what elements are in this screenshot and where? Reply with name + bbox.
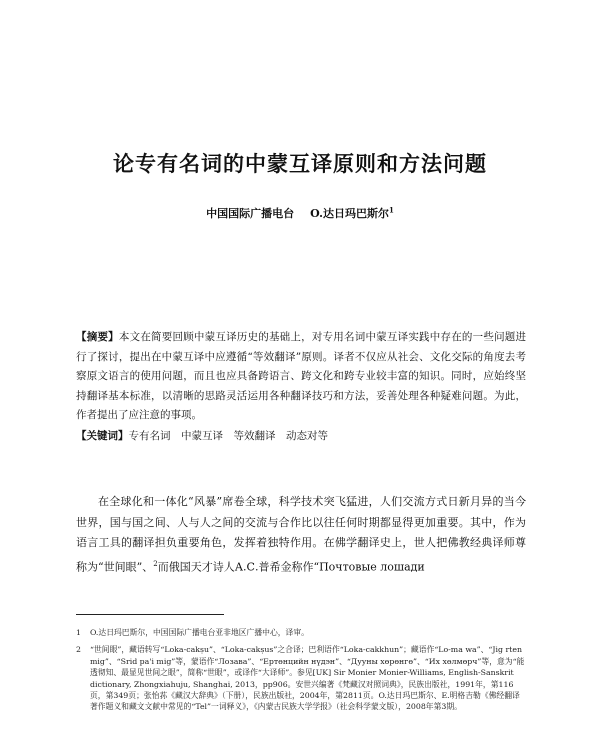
footnote-item — [76, 644, 526, 712]
author-name: O.达日玛巴斯尔 — [310, 207, 389, 220]
keywords-label: 【关键词】 — [76, 430, 129, 442]
author-line — [0, 205, 600, 221]
body-footnote-mark: 2 — [153, 559, 158, 568]
keywords-text: 专有名词 中蒙互译 等效翻译 动态对等 — [128, 430, 328, 442]
body-paragraph-part1: 在全球化和一体化“风暴”席卷全球，科学技术突飞猛进，人们交流方式日新月异的当今世界，国与国之间、人与人之间的交流与合作比以往任何时期都显得更加重要。其中，作为语言工具的翻译担负重要角色，发挥着独特作用。在佛学翻译史上，世人把佛教经典译师尊称为“世间眼”、 — [76, 495, 526, 574]
footnote-number: 2 — [76, 645, 81, 655]
body-paragraph — [76, 492, 526, 578]
footnote-divider — [76, 614, 224, 615]
author-affiliation: 中国国际广播电台 — [206, 207, 295, 220]
abstract-label: 【摘要】 — [76, 331, 119, 343]
paper-title: 论专有名词的中蒙互译原则和方法问题 — [113, 152, 487, 176]
footnote-text: “世间眼”，藏语转写“Loka-cakṣu”、“Loka-cakṣus”之合译；巴利语作“Loka-cakkhun”；藏语作“Lo-ma wa”、“Jig rten mig”、“Srid pa'i mig”等，蒙语作“Лозава”、“Ертөнцийн нүдэн”、“Дууны хөрөнгө”、“Их хөлмөрч”等，意为“能透彻知、最显见世间之眼”，简称“世眼”，或译作“大译师”。参见[UK] Sir Monier Monier-Williams, English-Sanskrit dictionary, Zhongxiahuju, Shanghai, 2013，pp906。安世兴编著《梵藏汉对照词典》，民族出版社，1991年，第116页，第349页；张怡荪《藏汉大辞典》（下册），民族出版社，2004年，第2811页。O.达日玛巴斯尔、E.明格吉勒《佛经翻译著作题义和藏文文献中常见的“Tel”一词释义》，《内蒙古民族大学学报》（社会科学蒙文版），2008年第3期。 — [90, 645, 525, 712]
footnote-text: O.达日玛巴斯尔，中国国际广播电台亚非地区广播中心，译审。 — [90, 628, 309, 637]
footnote-number: 1 — [76, 628, 81, 637]
abstract-text: 本文在简要回顾中蒙互译历史的基础上，对专用名词中蒙互译实践中存在的一些问题进行了探讨，提出在中蒙互译中应遵循“等效翻译”原则。译者不仅应从社会、文化交际的角度去考察原文语言的使用问题，而且也应具备跨语言、跨文化和跨专业较丰富的知识。同时，应始终坚持翻译基本标准，以清晰的思路灵活运用各种翻译技巧和方法，妥善处理各种疑难问题。为此，作者提出了应注意的事项。 — [76, 331, 527, 421]
body-text — [76, 492, 526, 578]
keywords — [76, 427, 526, 446]
footnotes — [76, 627, 526, 719]
footnote-item — [76, 627, 526, 638]
author-footnote-mark: 1 — [388, 205, 394, 215]
abstract — [76, 328, 526, 426]
body-paragraph-part2: 而俄国天才诗人А.С.普希金称作“Почтовые лошади — [157, 560, 425, 574]
